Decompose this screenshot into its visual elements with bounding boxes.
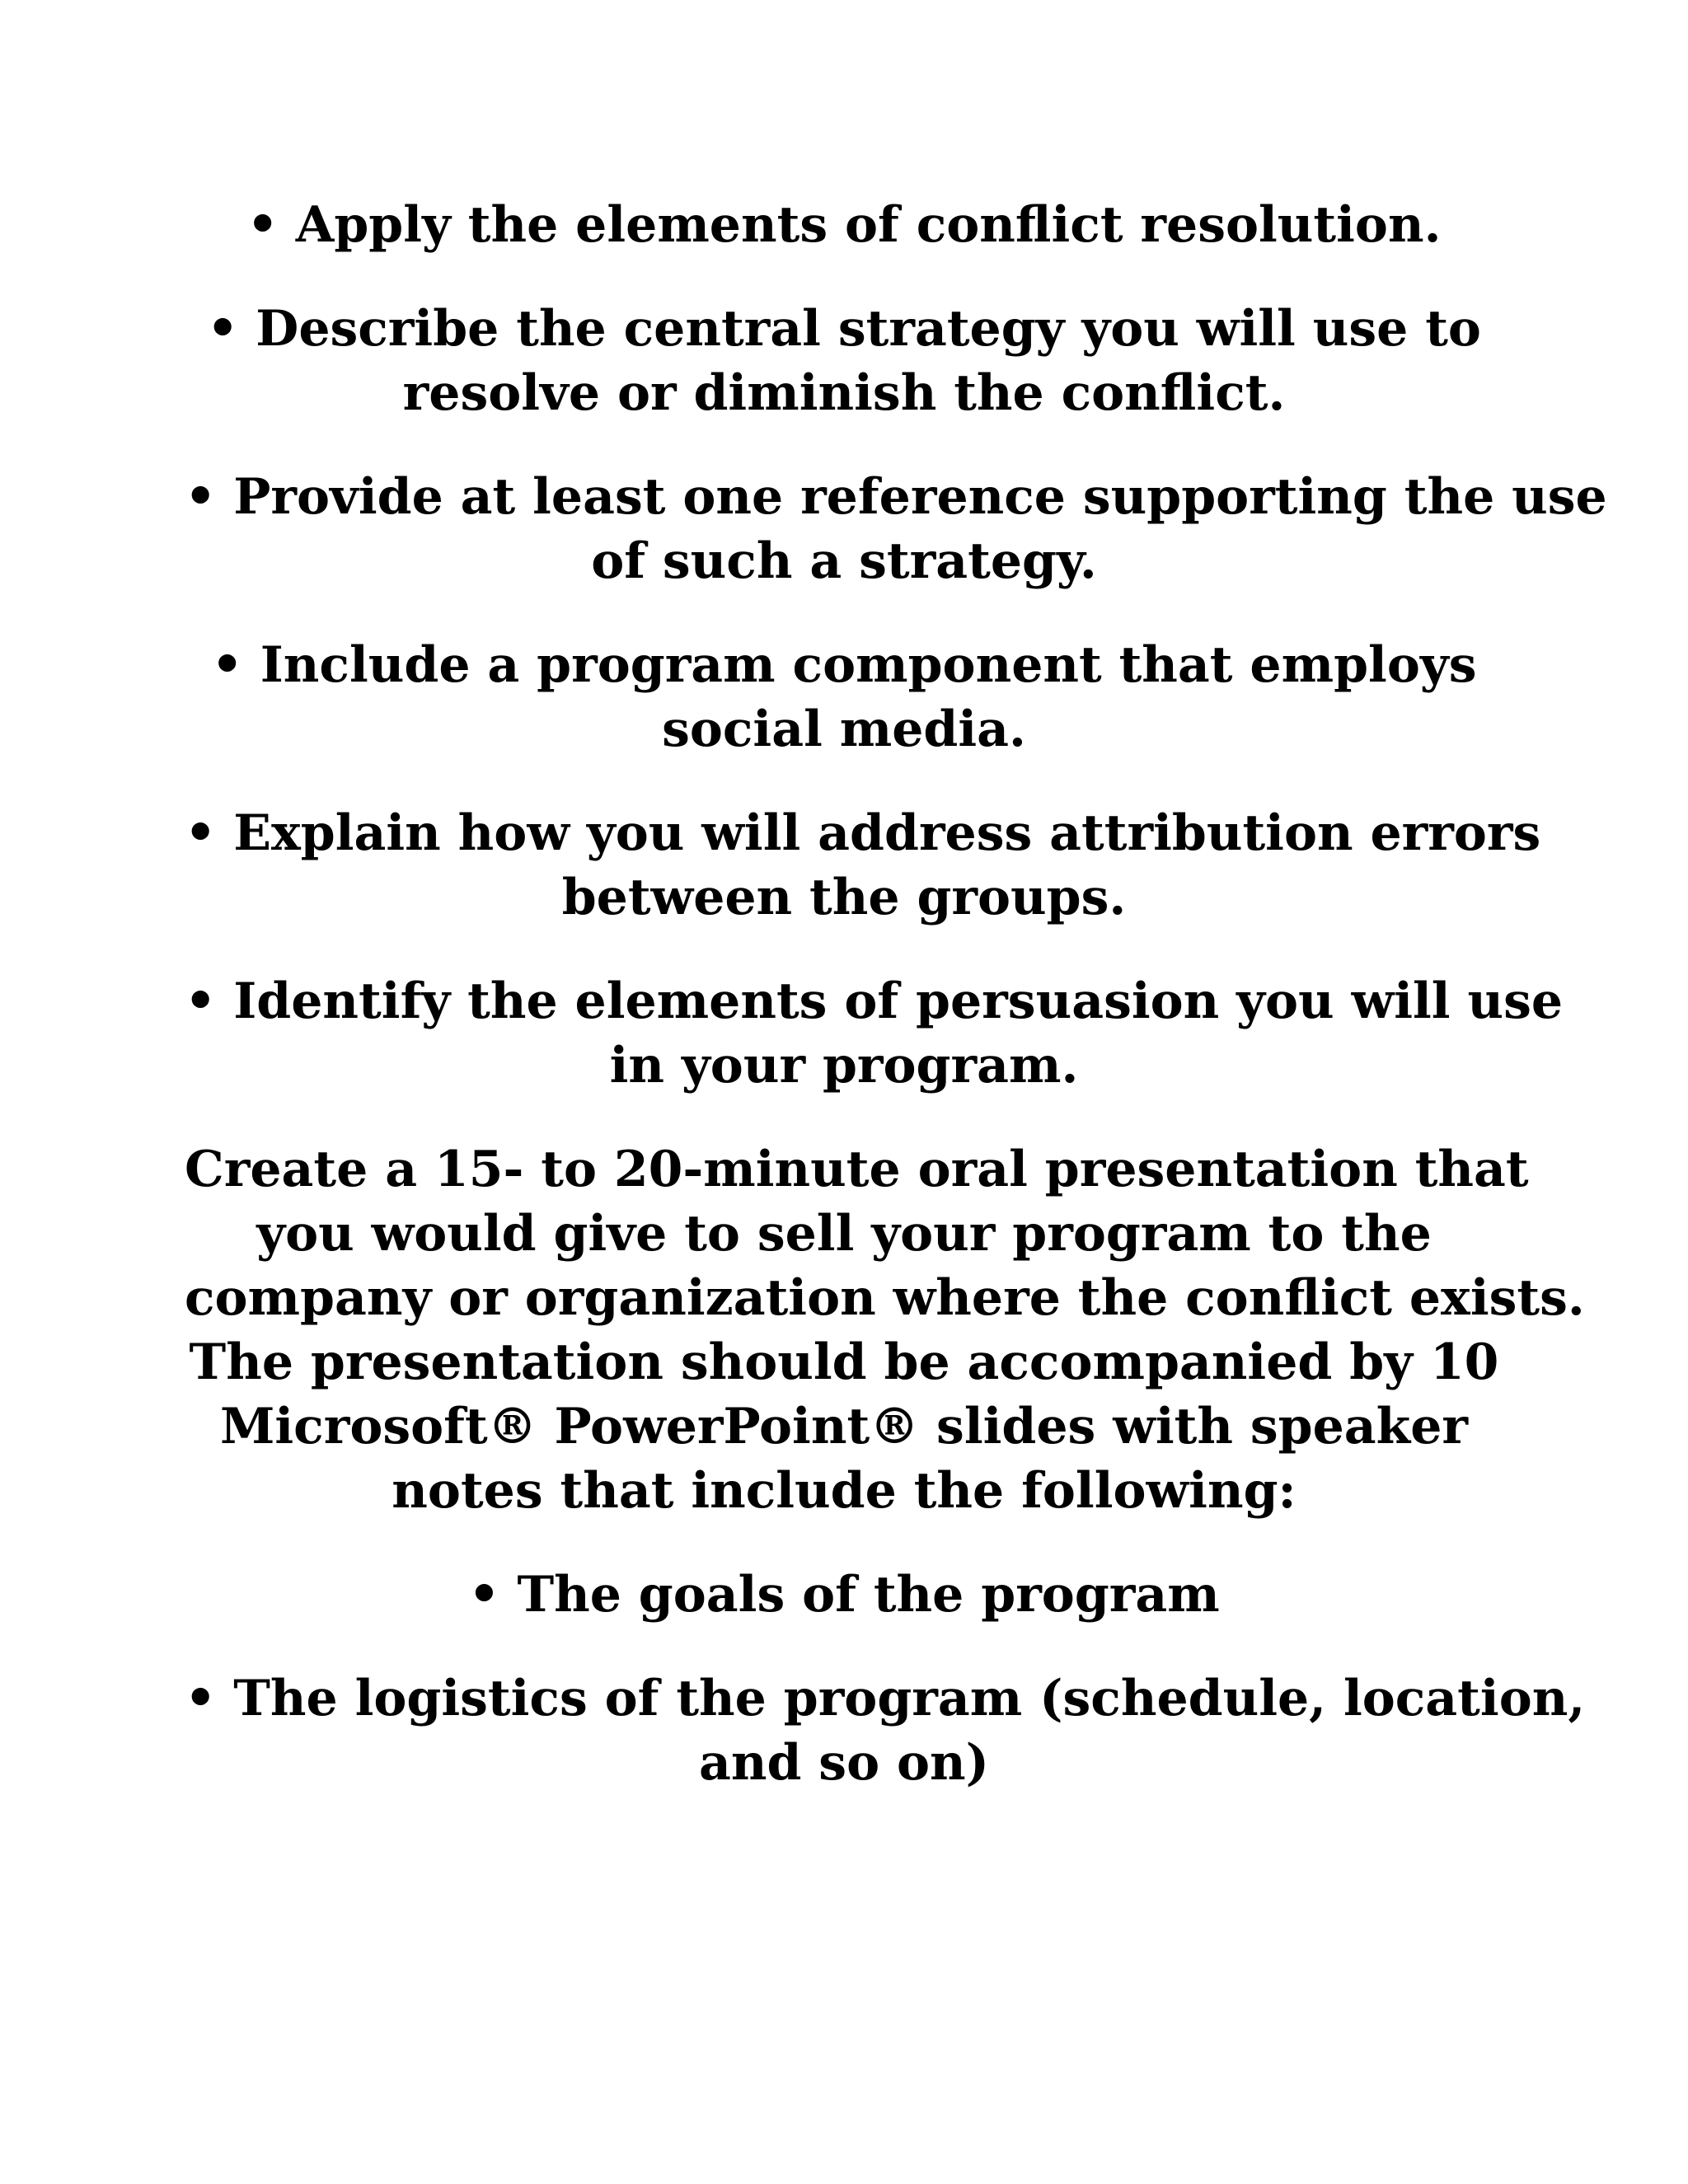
text-line: Microsoft® PowerPoint® slides with speaker	[219, 1398, 1469, 1455]
document-body	[185, 193, 1607, 1795]
presentation-instructions	[185, 1137, 1585, 1523]
text-line: notes that include the following:	[392, 1462, 1296, 1520]
text-line: • Apply the elements of conflict resolution.	[246, 196, 1442, 254]
text-line: and so on)	[698, 1734, 990, 1792]
text-line: social media.	[662, 701, 1026, 758]
text-line: of such a strategy.	[591, 532, 1097, 590]
text-line: Create a 15- to 20-minute oral presentation that	[185, 1141, 1529, 1198]
bullet-goals	[185, 1563, 1503, 1627]
text-line: between the groups.	[561, 869, 1127, 926]
bullet-reference	[185, 465, 1607, 593]
text-line: resolve or diminish the conflict.	[402, 364, 1286, 422]
bullet-persuasion	[185, 969, 1564, 1098]
text-line: company or organization where the conflict exists.	[185, 1269, 1585, 1327]
bullet-social-media	[185, 633, 1503, 762]
text-line: • The logistics of the program (schedule, location,	[185, 1670, 1586, 1727]
text-line: • Provide at least one reference supporting the use	[185, 468, 1607, 526]
text-line: you would give to sell your program to the	[256, 1205, 1432, 1263]
text-line: in your program.	[609, 1037, 1079, 1094]
text-line: • Explain how you will address attribution errors	[185, 804, 1541, 862]
text-line: • Include a program component that employs	[211, 636, 1477, 694]
text-line: • The goals of the program	[468, 1566, 1220, 1624]
bullet-logistics	[185, 1666, 1586, 1795]
bullet-central-strategy	[185, 297, 1503, 425]
bullet-attribution-errors	[185, 801, 1541, 930]
bullet-apply-elements	[185, 193, 1503, 257]
text-line: • Describe the central strategy you will use to	[207, 300, 1481, 358]
text-line: The presentation should be accompanied by 10	[189, 1333, 1499, 1391]
text-line: • Identify the elements of persuasion you will use	[185, 972, 1564, 1030]
